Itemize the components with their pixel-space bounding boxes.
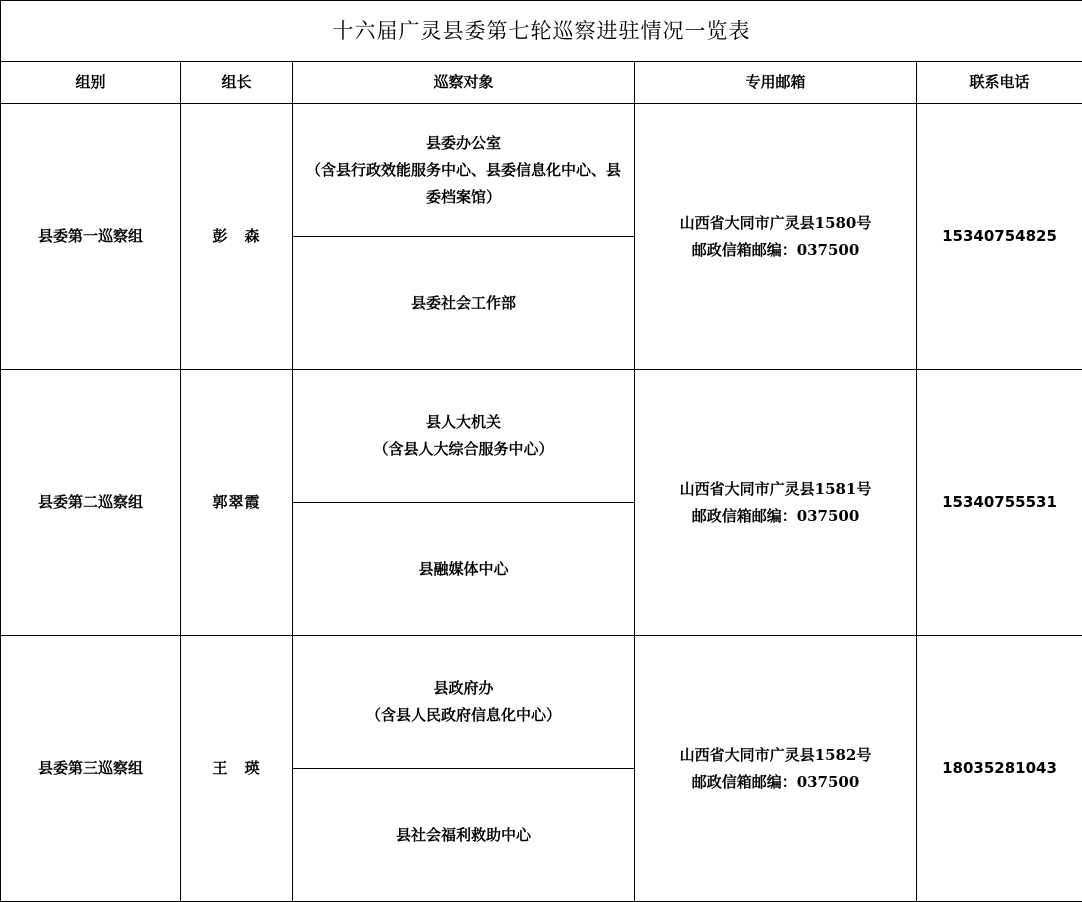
inspection-target: 县政府办 （含县人民政府信息化中心）	[293, 636, 635, 769]
inspection-target: 县委办公室 （含县行政效能服务中心、县委信息化中心、县委档案馆）	[293, 104, 635, 237]
header-group: 组别	[1, 62, 181, 104]
mailbox-address: 山西省大同市广灵县1582号 邮政信箱邮编：037500	[635, 636, 917, 902]
inspection-target: 县委社会工作部	[293, 237, 635, 370]
group-name: 县委第二巡察组	[1, 370, 181, 636]
header-phone: 联系电话	[917, 62, 1082, 104]
group-name: 县委第三巡察组	[1, 636, 181, 902]
inspection-target: 县人大机关 （含县人大综合服务中心）	[293, 370, 635, 503]
header-targets: 巡察对象	[293, 62, 635, 104]
header-leader: 组长	[181, 62, 293, 104]
header-mailbox: 专用邮箱	[635, 62, 917, 104]
group-leader: 王 瑛	[181, 636, 293, 902]
group-leader: 彭 森	[181, 104, 293, 370]
group-leader: 郭翠霞	[181, 370, 293, 636]
contact-phone: 18035281043	[917, 636, 1082, 902]
contact-phone: 15340755531	[917, 370, 1082, 636]
contact-phone: 15340754825	[917, 104, 1082, 370]
title-row	[1, 1, 1082, 62]
mailbox-address: 山西省大同市广灵县1581号 邮政信箱邮编：037500	[635, 370, 917, 636]
inspection-target: 县社会福利救助中心	[293, 769, 635, 902]
table-row	[1, 370, 1082, 503]
table-row	[1, 636, 1082, 769]
inspection-target: 县融媒体中心	[293, 503, 635, 636]
mailbox-address: 山西省大同市广灵县1580号 邮政信箱邮编：037500	[635, 104, 917, 370]
table-title: 十六届广灵县委第七轮巡察进驻情况一览表	[1, 1, 1082, 62]
group-name: 县委第一巡察组	[1, 104, 181, 370]
header-row	[1, 62, 1082, 104]
table-row	[1, 104, 1082, 237]
